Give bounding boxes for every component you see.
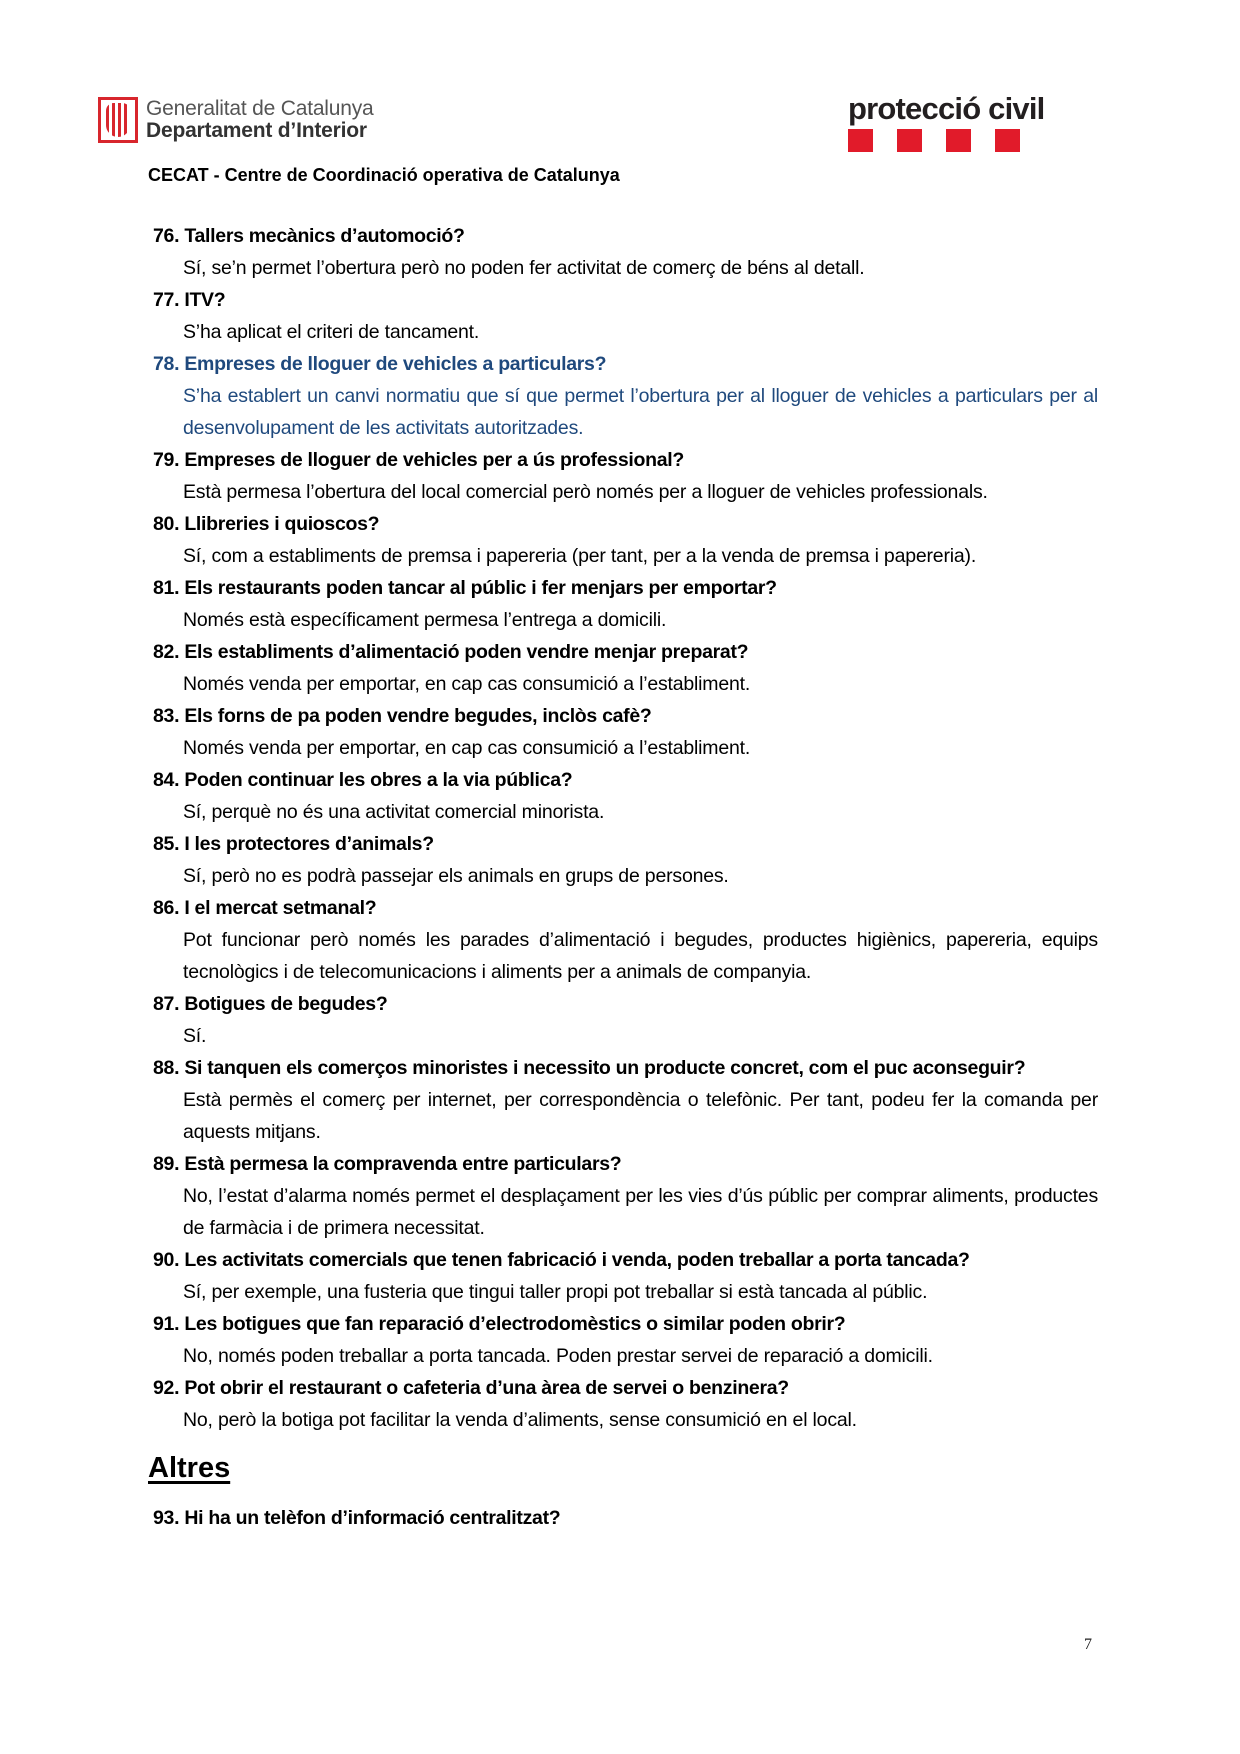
catalan-shield-icon	[98, 97, 138, 143]
faq-answer: Està permesa l’obertura del local comercial però només per a lloguer de vehicles professionals.	[183, 481, 988, 503]
faq-item	[153, 892, 1098, 988]
faq-item	[153, 636, 1098, 700]
faq-answer: Està permès el comerç per internet, per correspondència o telefònic. Per tant, podeu fer la comanda per aquests mitjans.	[183, 1089, 1098, 1143]
faq-item	[153, 988, 1098, 1052]
page-number: 7	[1084, 1636, 1092, 1653]
document-subtitle: CECAT - Centre de Coordinació operativa de Catalunya	[148, 165, 620, 185]
faq-question: 84. Poden continuar les obres a la via pública?	[153, 769, 573, 791]
faq-answer: S’ha establert un canvi normatiu que sí que permet l’obertura per al lloguer de vehicles a particulars per al desenvolupament de les activitats autoritzades.	[183, 385, 1098, 439]
faq-item	[153, 1308, 1098, 1372]
faq-question: 89. Està permesa la compravenda entre particulars?	[153, 1153, 622, 1175]
faq-question: 76. Tallers mecànics d’automoció?	[153, 225, 465, 247]
faq-answer: Només venda per emportar, en cap cas consumició a l’establiment.	[183, 673, 751, 695]
faq-answer: No, però la botiga pot facilitar la venda d’aliments, sense consumició en el local.	[183, 1409, 857, 1431]
department-name: Departament d’Interior	[146, 119, 367, 142]
faq-question: 92. Pot obrir el restaurant o cafeteria d’una àrea de servei o benzinera?	[153, 1377, 789, 1399]
faq-answer: Sí, se’n permet l’obertura però no poden fer activitat de comerç de béns al detall.	[183, 257, 865, 279]
faq-answer: Només venda per emportar, en cap cas consumició a l’establiment.	[183, 737, 751, 759]
faq-item	[153, 220, 1098, 284]
faq-item	[153, 1148, 1098, 1244]
faq-question: 91. Les botigues que fan reparació d’electrodomèstics o similar poden obrir?	[153, 1313, 846, 1335]
faq-answer: Sí, com a establiments de premsa i papereria (per tant, per a la venda de premsa i papereria).	[183, 545, 977, 567]
faq-answer: Sí, però no es podrà passejar els animals en grups de persones.	[183, 865, 729, 887]
faq-question: 81. Els restaurants poden tancar al públic i fer menjars per emportar?	[153, 577, 777, 599]
faq-item	[153, 284, 1098, 348]
faq-item	[153, 1244, 1098, 1308]
faq-question: 93. Hi ha un telèfon d’informació centralitzat?	[153, 1507, 561, 1529]
faq-item	[153, 572, 1098, 636]
faq-question: 78. Empreses de lloguer de vehicles a particulars?	[153, 353, 607, 375]
faq-question: 80. Llibreries i quioscos?	[153, 513, 380, 535]
faq-question: 86. I el mercat setmanal?	[153, 897, 377, 919]
faq-answer: S’ha aplicat el criteri de tancament.	[183, 321, 480, 343]
faq-item	[153, 444, 1098, 508]
faq-question: 88. Si tanquen els comerços minoristes i necessito un producte concret, com el puc aconseguir?	[153, 1057, 1026, 1079]
faq-item	[153, 508, 1098, 572]
proteccio-civil-title: protecció civil	[848, 91, 1045, 126]
generalitat-logo	[98, 97, 374, 143]
faq-question: 82. Els establiments d’alimentació poden vendre menjar preparat?	[153, 641, 749, 663]
faq-item	[153, 828, 1098, 892]
proteccio-civil-squares-icon	[848, 129, 1078, 152]
faq-answer: Sí.	[183, 1025, 207, 1047]
proteccio-civil-logo	[848, 92, 1078, 152]
section-heading-altres: Altres	[148, 1452, 231, 1484]
faq-question: 90. Les activitats comercials que tenen fabricació i venda, poden treballar a porta tancada?	[153, 1249, 970, 1271]
faq-question: 77. ITV?	[153, 289, 226, 311]
faq-answer: No, només poden treballar a porta tancada. Poden prestar servei de reparació a domicili.	[183, 1345, 933, 1367]
faq-answer: No, l’estat d’alarma només permet el desplaçament per les vies d’ús públic per comprar aliments, productes de farmàcia i de primera necessitat.	[183, 1185, 1098, 1239]
faq-item	[153, 1052, 1098, 1148]
faq-question: 87. Botigues de begudes?	[153, 993, 388, 1015]
faq-answer: Sí, perquè no és una activitat comercial minorista.	[183, 801, 605, 823]
faq-item	[153, 700, 1098, 764]
faq-answer: Pot funcionar però només les parades d’alimentació i begudes, productes higiènics, papereria, equips tecnològics i de telecomunicacions i aliments per a animals de companyia.	[183, 929, 1098, 983]
faq-item	[153, 764, 1098, 828]
faq-item	[153, 1372, 1098, 1436]
generalitat-name: Generalitat de Catalunya	[146, 97, 374, 120]
faq-question: 79. Empreses de lloguer de vehicles per a ús professional?	[153, 449, 684, 471]
faq-question: 83. Els forns de pa poden vendre begudes, inclòs cafè?	[153, 705, 652, 727]
faq-item-highlighted	[153, 348, 1098, 444]
faq-answer: Sí, per exemple, una fusteria que tingui taller propi pot treballar si està tancada al públic.	[183, 1281, 928, 1303]
faq-question: 85. I les protectores d’animals?	[153, 833, 434, 855]
faq-list	[153, 220, 1098, 1436]
faq-answer: Només està específicament permesa l’entrega a domicili.	[183, 609, 667, 631]
